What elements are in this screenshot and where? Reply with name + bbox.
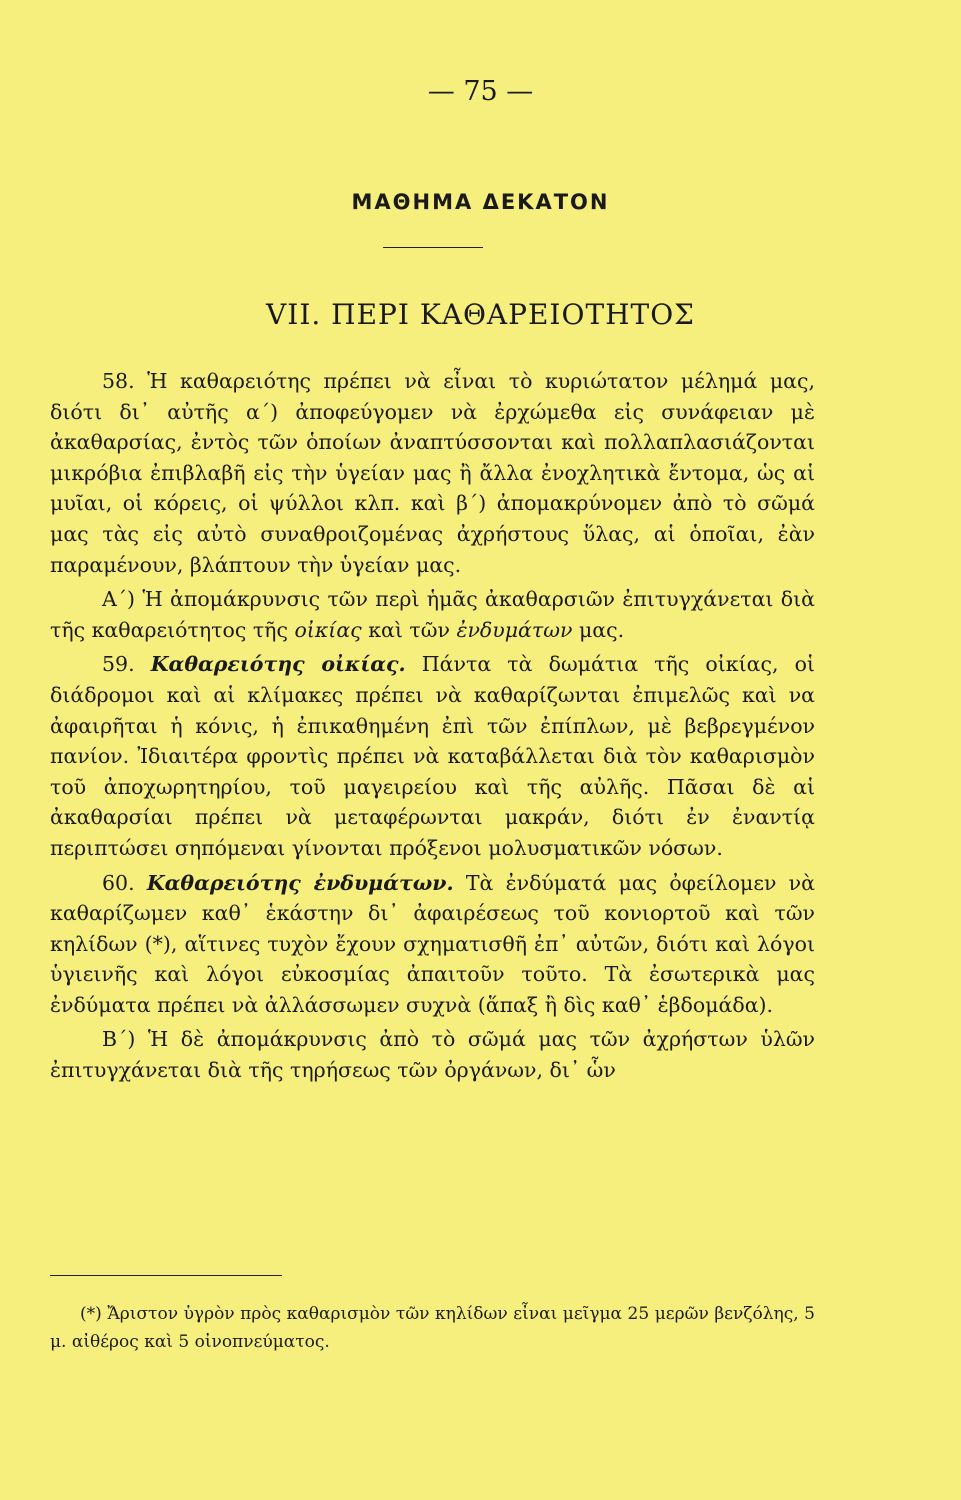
paragraph-heading: Καθαρειότης ἐνδυμάτων. xyxy=(146,870,454,895)
paragraph-b xyxy=(50,1024,815,1085)
paragraph-text: Τὰ ἐνδύματά μας ὀφείλομεν νὰ καθαρίζωμεν καθ᾽ ἑκάστην δι᾽ ἀφαιρέσεως τοῦ κονιορτοῦ καὶ τῶν κηλίδων (*), αἵτινες τυχὸν ἔχουν σχηματισθῆ ἐπ᾽ αὐτῶν, διότι καὶ λόγοι ὑγιεινῆς καὶ λόγοι εὐκοσμίας ἀπαιτοῦν τοῦτο. Τὰ ἐσωτερικὰ μας ἐνδύματα πρέπει νὰ ἀλλάσσωμεν συχνὰ (ἅπαξ ἢ δὶς καθ᾽ ἑβδομάδα). xyxy=(50,870,815,1017)
paragraph-text: Α΄) Ἡ ἀπομάκρυνσις τῶν περὶ ἡμᾶς ἀκαθαρσιῶν ἐπιτυγχάνεται διὰ τῆς καθαρειότητος τῆς xyxy=(50,587,815,642)
paragraph-58 xyxy=(50,366,815,580)
footnote: (*) Ἄριστον ὑγρὸν πρὸς καθαρισμὸν τῶν κηλίδων εἶναι μεῖγμα 25 μερῶν βενζόλης, 5 μ. αἰθέρος καὶ 5 οἰνοπνεύματος. xyxy=(50,1304,815,1352)
italic-term: ἐνδυμάτων xyxy=(456,617,573,642)
paragraph-text: μας. xyxy=(578,617,625,642)
italic-term: οἰκίας xyxy=(294,617,362,642)
paragraph-number: 60. xyxy=(102,870,135,895)
footnote-divider xyxy=(50,1275,282,1276)
paragraph-60 xyxy=(50,868,815,1021)
paragraph-a xyxy=(50,584,815,645)
paragraph-text: καὶ τῶν xyxy=(368,617,450,642)
paragraph-text: Πάντα τὰ δωμάτια τῆς οἰκίας, οἱ διάδρομοι καὶ αἱ κλίμακες πρέπει νὰ καθαρίζωνται ἐπιμελῶς καὶ να ἀφαιρῆται ἡ κόνις, ἡ ἐπικαθημένη ἐπὶ τῶν ἐπίπλων, μὲ βεβρεγμένον πανίον. Ἰδιαιτέρα φροντὶς πρέπει νὰ καταβάλλεται διὰ τὸν καθαρισμὸν τοῦ ἀποχωρητηρίου, τοῦ μαγειρείου καὶ τῆς αὐλῆς. Πᾶσαι δὲ αἱ ἀκαθαρσίαι πρέπει νὰ μεταφέρωνται μακράν, διότι ἐν ἐναντίᾳ περιπτώσει σηπόμεναι γίνονται πρόξενοι μολυσματικῶν νόσων. xyxy=(50,652,815,860)
paragraph-59 xyxy=(50,649,815,863)
title-divider xyxy=(383,247,483,248)
paragraph-text: Ἡ καθαρειότης πρέπει νὰ εἶναι τὸ κυριώτατον μέλημά μας, διότι δι᾽ αὐτῆς α΄) ἀποφεύγομεν νὰ ἐρχώμεθα εἰς συνάφειαν μὲ ἀκαθαρσίας, ἐντὸς τῶν ὁποίων ἀναπτύσσονται καὶ πολλαπλασιάζονται μικρόβια ἐπιβλαβῆ εἰς τὴν ὑγείαν μας ἢ ἄλλα ἐνοχλητικὰ ἔντομα, ὡς αἱ μυῖαι, οἱ κόρεις, οἱ ψύλλοι κλπ. καὶ β΄) ἀπομακρύνομεν ἀπὸ τὸ σῶμά μας τὰς εἰς αὐτὸ συναθροιζομένας ἀχρήστους ὕλας, αἱ ὁποῖαι, ἐὰν παραμένουν, βλάπτουν τὴν ὑγείαν μας. xyxy=(50,369,815,577)
paragraph-text: Β΄) Ἡ δὲ ἀπομάκρυνσις ἀπὸ τὸ σῶμά μας τῶν ἀχρήστων ὑλῶν ἐπιτυγχάνεται διὰ τῆς τηρήσεως τῶν ὀργάνων, δι᾽ ὧν xyxy=(50,1027,815,1083)
body-text xyxy=(50,366,815,1086)
section-title: VII. ΠΕΡΙ ΚΑΘΑΡΕΙΟΤΗΤΟΣ xyxy=(266,298,695,331)
paragraph-number: 59. xyxy=(102,652,135,677)
lesson-title: ΜΑΘΗΜΑ ΔΕΚΑΤΟΝ xyxy=(351,190,610,214)
page-number: — 75 — xyxy=(427,76,534,107)
paragraph-number: 58. xyxy=(102,369,135,393)
paragraph-heading: Καθαρειότης οἰκίας. xyxy=(150,652,406,677)
